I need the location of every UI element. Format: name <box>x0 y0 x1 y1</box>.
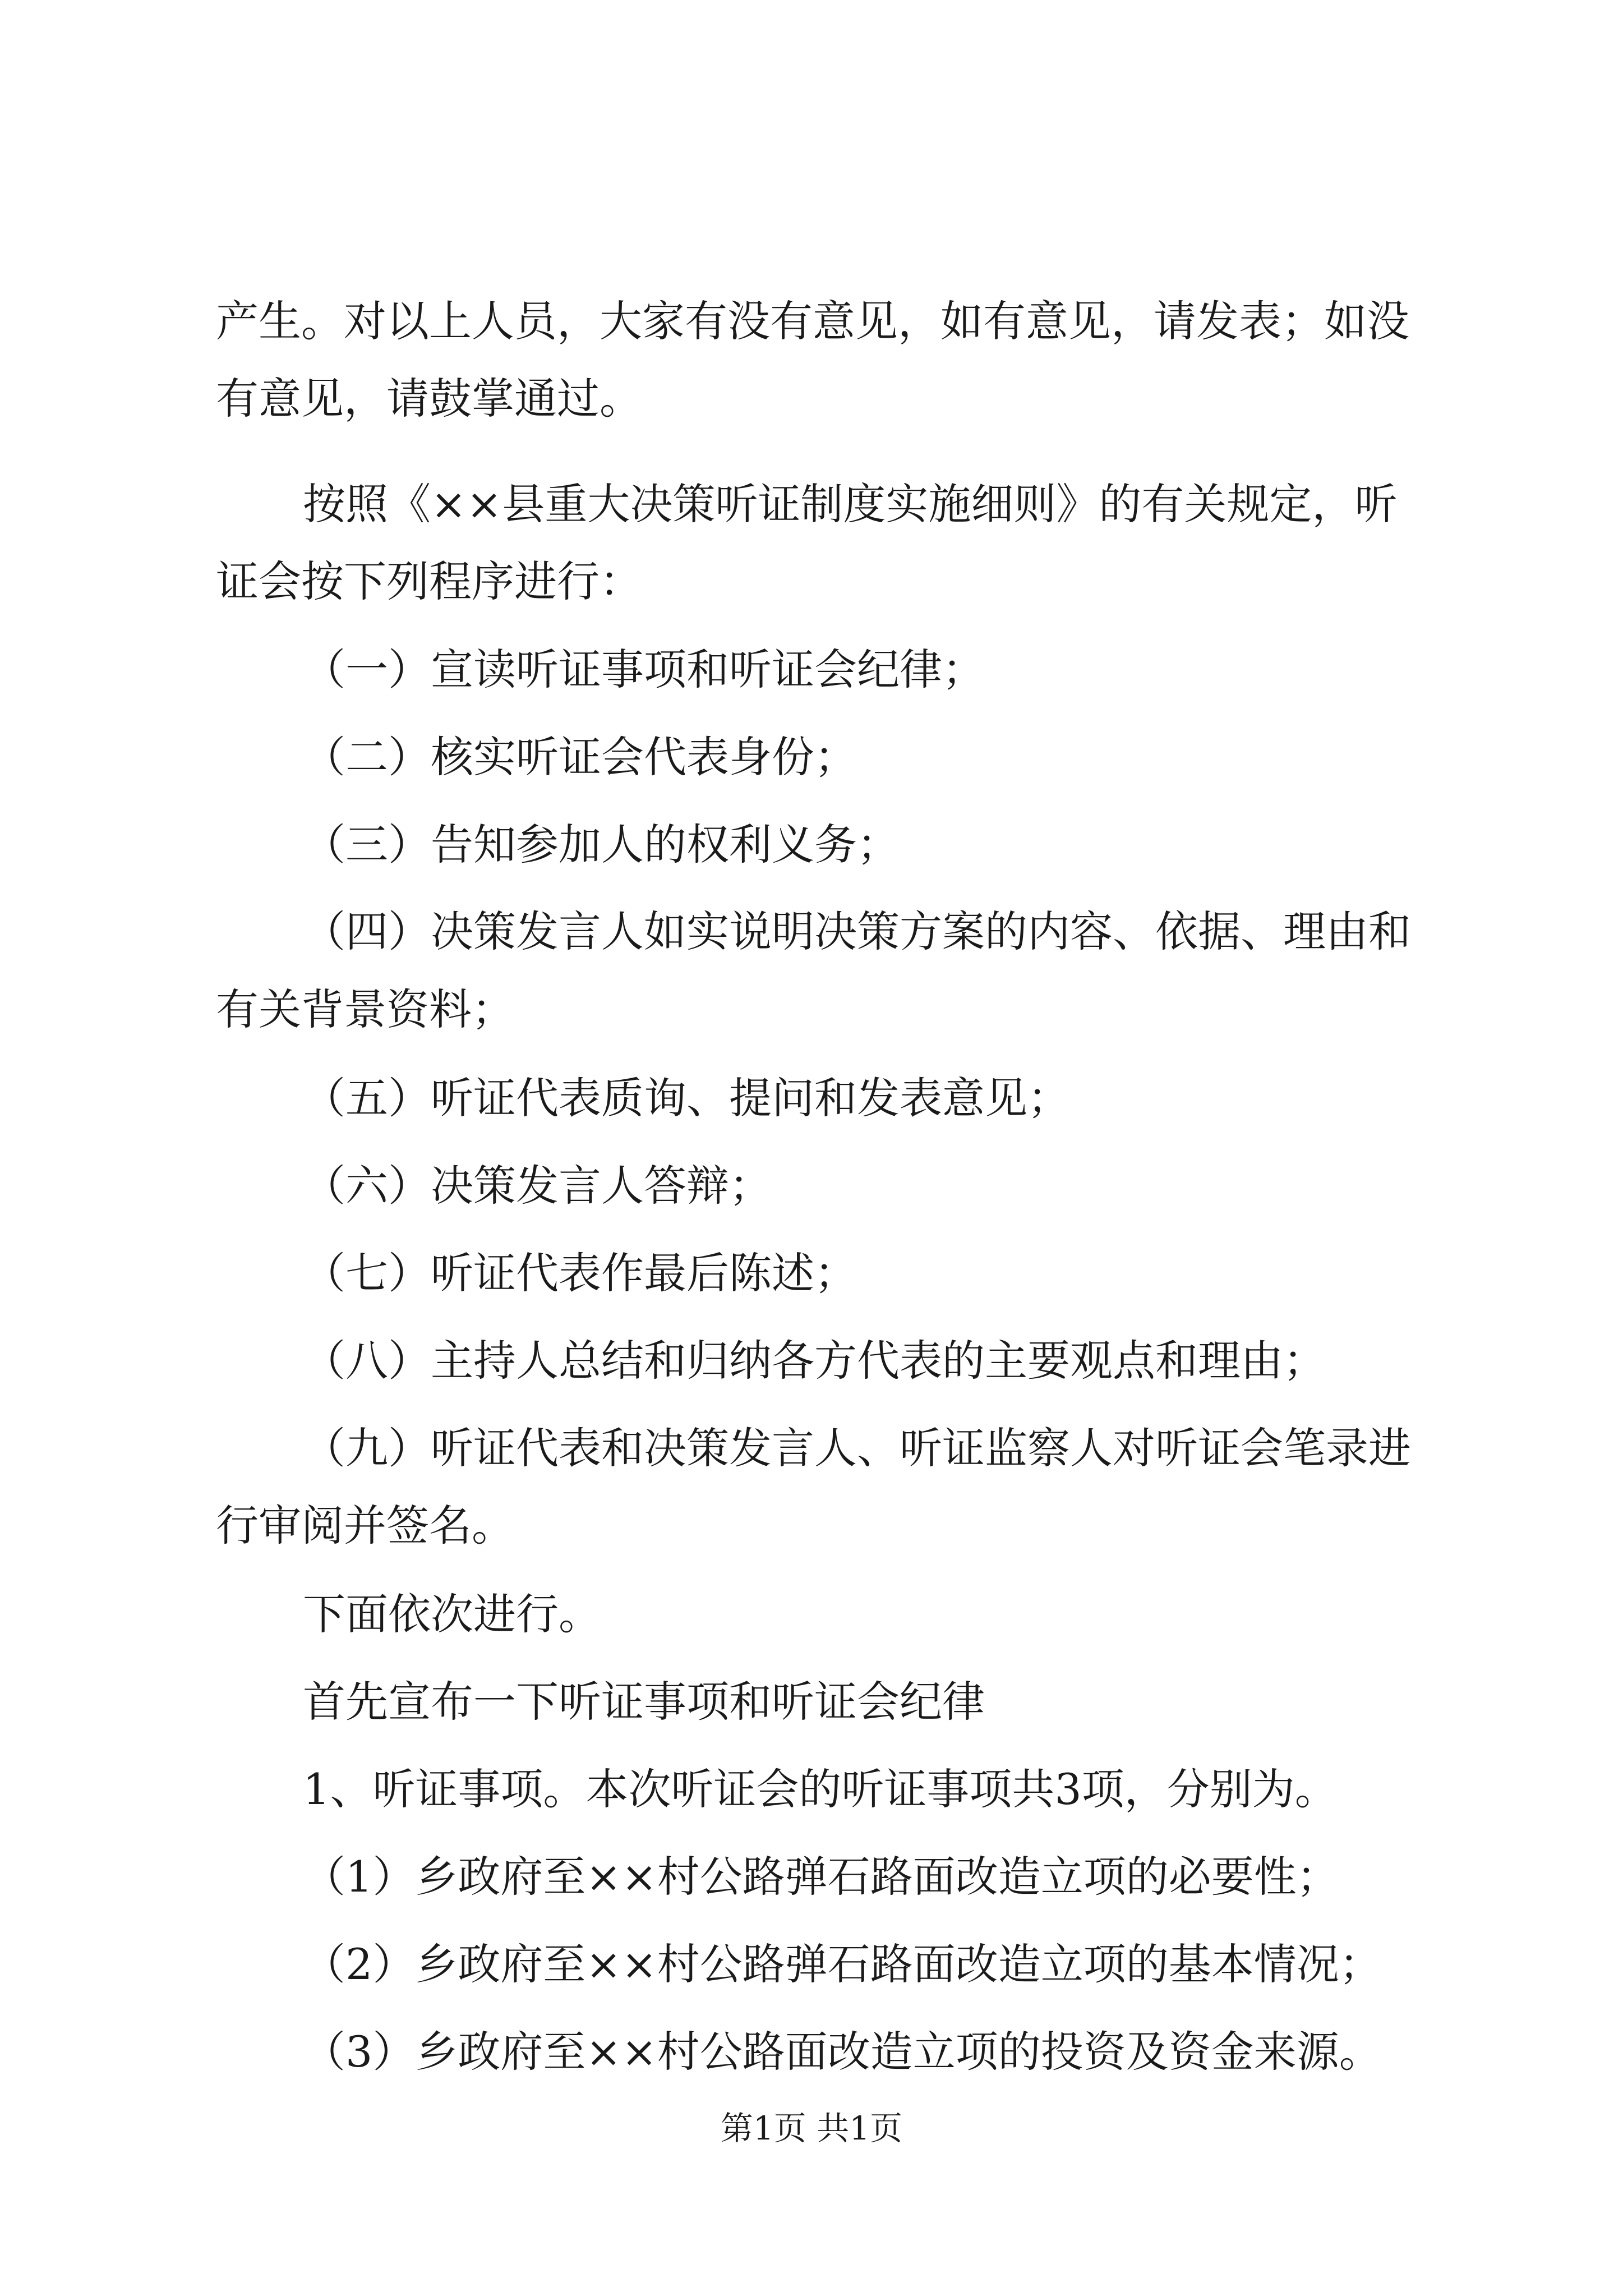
text-line: （3）乡政府至××村公路面改造立项的投资及资金来源。 <box>303 2027 1382 2077</box>
text-line: （二）核实听证会代表身份； <box>303 732 857 782</box>
text-line: （四）决策发言人如实说明决策方案的内容、依据、理由和 <box>303 907 1411 956</box>
text-line: 下面依次进行。 <box>303 1589 601 1639</box>
text-line: 1、听证事项。本次听证会的听证事项共3项，分别为。 <box>303 1764 1338 1814</box>
text-line: （九）听证代表和决策发言人、听证监察人对听证会笔录进 <box>303 1423 1411 1473</box>
text-line: （七）听证代表作最后陈述； <box>303 1248 857 1298</box>
text-line: 证会按下列程序进行： <box>216 556 642 606</box>
text-line: 首先宣布一下听证事项和听证会纪律 <box>303 1677 985 1727</box>
text-line: 产生。对以上人员，大家有没有意见，如有意见，请发表；如没 <box>216 296 1409 346</box>
text-line: 按照《××县重大决策听证制度实施细则》的有关规定，听 <box>303 479 1398 529</box>
text-line: 行审阅并签名。 <box>216 1501 514 1550</box>
text-line: 有意见，请鼓掌通过。 <box>216 374 642 424</box>
text-line: （1）乡政府至××村公路弹石路面改造立项的必要性； <box>303 1852 1339 1902</box>
text-line: （三）告知参加人的权利义务； <box>303 820 900 869</box>
text-line: （六）决策发言人答辩； <box>303 1161 772 1211</box>
text-line: （一）宣读听证事项和听证会纪律； <box>303 645 985 694</box>
text-line: 有关背景资料； <box>216 984 514 1034</box>
text-line: （五）听证代表质询、提问和发表意见； <box>303 1073 1070 1123</box>
text-line: （2）乡政府至××村公路弹石路面改造立项的基本情况； <box>303 1939 1382 1989</box>
page-footer: 第1页 共1页 <box>720 2109 903 2147</box>
text-line: （八）主持人总结和归纳各方代表的主要观点和理由； <box>303 1336 1326 1386</box>
